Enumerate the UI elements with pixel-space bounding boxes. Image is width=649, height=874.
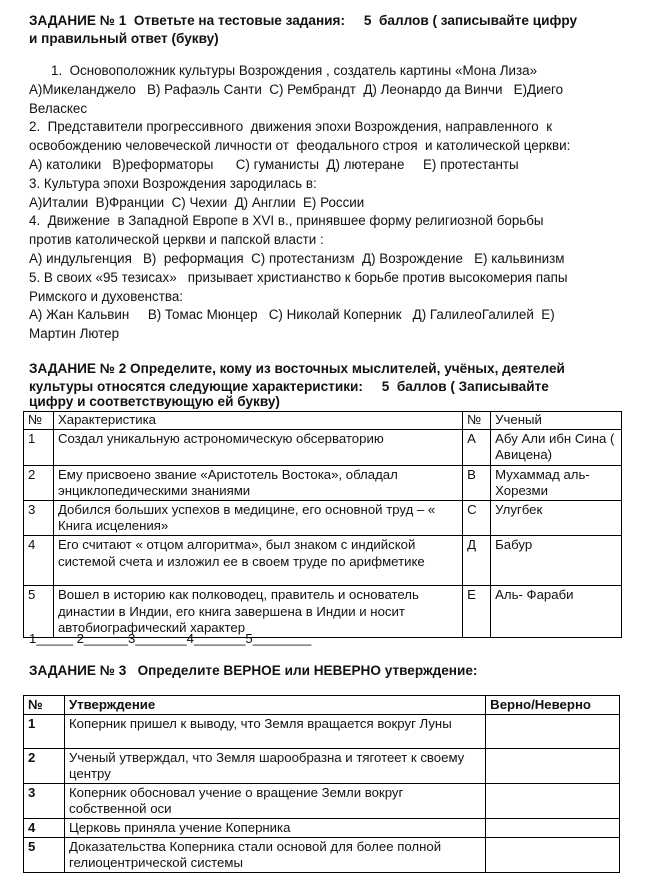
table-row bbox=[24, 465, 622, 500]
task2-header-num: № bbox=[24, 412, 54, 430]
answer-cell[interactable] bbox=[486, 748, 620, 783]
task3-header-statement: Утверждение bbox=[64, 696, 485, 715]
row-scholar: Абу Али ибн Сина ( Авицена) bbox=[491, 429, 622, 465]
row-characteristic: Добился больших успехов в медицине, его основной труд – « Книга исцеления» bbox=[53, 500, 462, 535]
q2-options: А) католики В)реформаторы С) гуманисты Д) лютеране Е) протестанты bbox=[29, 156, 519, 172]
table-row bbox=[24, 783, 620, 818]
q1-options: А)Микеланджело В) Рафаэль Санти С) Рембрандт Д) Леонардо да Винчи Е)Диего bbox=[29, 81, 564, 97]
row-letter: Е bbox=[463, 585, 491, 637]
row-scholar: Бабур bbox=[491, 535, 622, 585]
table-row bbox=[24, 837, 620, 872]
row-scholar: Улугбек bbox=[491, 500, 622, 535]
q1-options-cont: Веласкес bbox=[29, 100, 88, 116]
task2-answer-line[interactable]: 1_____ 2______3_______4_______5________ bbox=[29, 631, 312, 646]
q5-options: А) Жан Кальвин В) Томас Мюнцер С) Николай Коперник Д) ГалилеоГалилей Е) bbox=[29, 307, 555, 323]
row-statement: Коперник пришел к выводу, что Земля вращается вокруг Луны bbox=[64, 714, 485, 748]
task2-title bbox=[29, 360, 639, 409]
row-scholar: Мухаммад аль-Хорезми bbox=[491, 465, 622, 500]
table-row bbox=[24, 500, 622, 535]
answer-cell[interactable] bbox=[486, 818, 620, 837]
answer-cell[interactable] bbox=[486, 837, 620, 872]
q1-text: 1. Основоположник культуры Возрождения , создатель картины «Мона Лиза» bbox=[51, 63, 538, 78]
row-scholar: Аль- Фараби bbox=[491, 585, 622, 637]
q2-text-cont: освобождению человеческой личности от феодального строя и католической церкви: bbox=[29, 138, 571, 154]
row-statement: Церковь приняла учение Коперника bbox=[64, 818, 485, 837]
row-characteristic: Вошел в историю как полководец, правитель и основатель династии в Индии, его книга завершена в Индии и носит автобиографический характер bbox=[53, 585, 462, 637]
task2-header-characteristic: Характеристика bbox=[53, 412, 462, 430]
q5-text-cont: Римского и духовенства: bbox=[29, 288, 183, 304]
row-num: 2 bbox=[24, 748, 65, 783]
row-statement: Коперник обосновал учение о вращение Земли вокруг собственной оси bbox=[64, 783, 485, 818]
q4-text-cont: против католической церкви и папской власти : bbox=[29, 232, 324, 248]
table-row bbox=[24, 818, 620, 837]
row-num: 4 bbox=[24, 535, 54, 585]
q5-text: 5. В своих «95 тезисах» призывает христианство к борьбе против высокомерия папы bbox=[29, 269, 568, 285]
row-num: 4 bbox=[24, 818, 65, 837]
task1-title bbox=[29, 12, 639, 47]
task2-title-line1: ЗАДАНИЕ № 2 Определите, кому из восточных мыслителей, учёных, деятелей bbox=[29, 361, 565, 376]
row-letter: А bbox=[463, 429, 491, 465]
table-row bbox=[24, 535, 622, 585]
task2-title-line2: культуры относятся следующие характеристики: 5 баллов ( Записывайте bbox=[29, 378, 549, 394]
task3-title: ЗАДАНИЕ № 3 Определите ВЕРНОЕ или НЕВЕРНО утверждение: bbox=[29, 663, 478, 678]
row-characteristic: Его считают « отцом алгоритма», был знаком с индийской системой счета и изложил ее в своем труде по арифметике bbox=[53, 535, 462, 585]
task2-header-letter: № bbox=[463, 412, 491, 430]
task2-table bbox=[23, 411, 622, 638]
row-characteristic: Создал уникальную астрономическую обсерваторию bbox=[53, 429, 462, 465]
task3-header-num: № bbox=[24, 696, 65, 715]
row-num: 5 bbox=[24, 837, 65, 872]
row-num: 3 bbox=[24, 500, 54, 535]
row-statement: Ученый утверждал, что Земля шарообразна и тяготеет к своему центру bbox=[64, 748, 485, 783]
task1-title-line2: и правильный ответ (букву) bbox=[29, 30, 219, 46]
table-row bbox=[24, 429, 622, 465]
row-letter: В bbox=[463, 465, 491, 500]
task2-header-row bbox=[24, 412, 622, 430]
task3-header-row bbox=[24, 696, 620, 715]
task3-table bbox=[23, 695, 620, 873]
task2-header-scholar: Ученый bbox=[491, 412, 622, 430]
answer-cell[interactable] bbox=[486, 714, 620, 748]
row-letter: С bbox=[463, 500, 491, 535]
row-letter: Д bbox=[463, 535, 491, 585]
task1-questions bbox=[29, 62, 644, 344]
row-num: 5 bbox=[24, 585, 54, 637]
q3-options: А)Италии В)Франции С) Чехии Д) Англии Е) России bbox=[29, 194, 365, 210]
row-statement: Доказательства Коперника стали основой для более полной гелиоцентрической системы bbox=[64, 837, 485, 872]
row-num: 1 bbox=[24, 714, 65, 748]
row-num: 2 bbox=[24, 465, 54, 500]
q3-text: 3. Культура эпохи Возрождения зародилась в: bbox=[29, 175, 317, 191]
q4-text: 4. Движение в Западной Европе в XVI в., принявшее форму религиозной борьбы bbox=[29, 213, 544, 229]
answer-cell[interactable] bbox=[486, 783, 620, 818]
row-characteristic: Ему присвоено звание «Аристотель Востока», обладал энциклопедическими знаниями bbox=[53, 465, 462, 500]
q4-options: А) индульгенция В) реформация С) протестанизм Д) Возрождение Е) кальвинизм bbox=[29, 250, 565, 266]
row-num: 3 bbox=[24, 783, 65, 818]
table-row bbox=[24, 748, 620, 783]
task1-title-line1: ЗАДАНИЕ № 1 Ответьте на тестовые задания: 5 баллов ( записывайте цифру bbox=[29, 13, 578, 28]
task2-title-line3: цифру и соответствующую ей букву) bbox=[29, 394, 280, 409]
row-num: 1 bbox=[24, 429, 54, 465]
q2-text: 2. Представители прогрессивного движения эпохи Возрождения, направленного к bbox=[29, 119, 553, 135]
q5-options-cont: Мартин Лютер bbox=[29, 326, 120, 342]
table-row bbox=[24, 714, 620, 748]
task3-header-answer: Верно/Неверно bbox=[486, 696, 620, 715]
